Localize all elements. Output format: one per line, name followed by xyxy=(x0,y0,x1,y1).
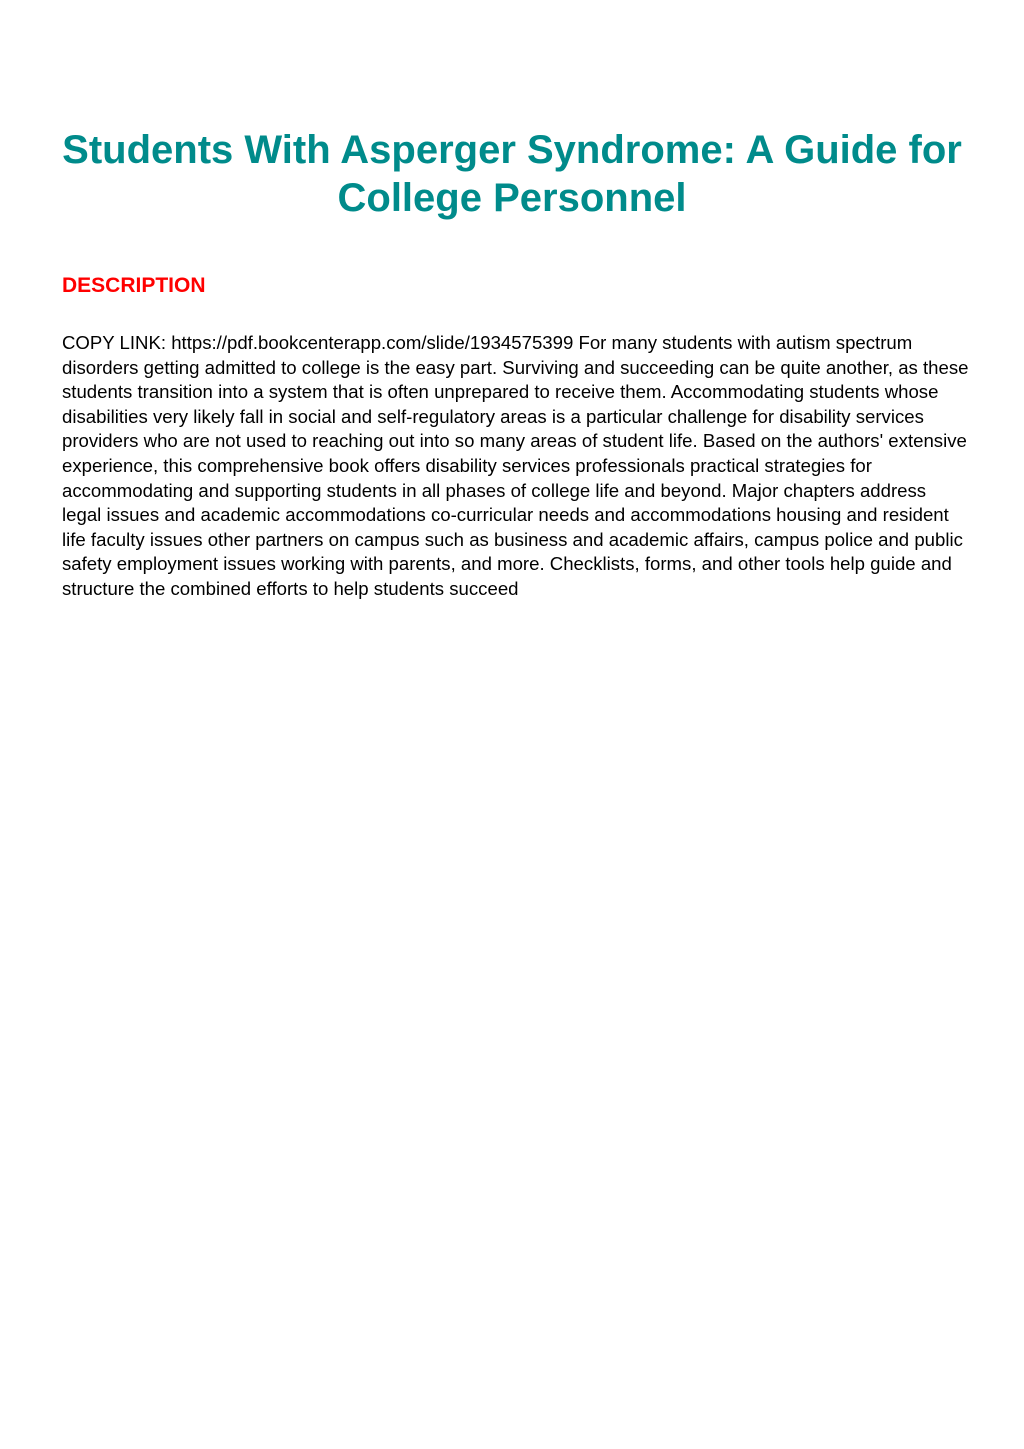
description-heading: DESCRIPTION xyxy=(62,274,206,297)
description-text: COPY LINK: https://pdf.bookcenterapp.com/slide/1934575399 For many students with autism spectrum disorders getting admitted to college is the easy part. Surviving and succeeding can be quite another, as these students transition into a system that is often unprepared to receive them. Accommodating students whose disabilities very likely fall in social and self-regulatory areas is a particular challenge for disability services providers who are not used to reaching out into so many areas of student life. Based on the authors' extensive experience, this comprehensive book offers disability services professionals practical strategies for accommodating and supporting students in all phases of college life and beyond. Major chapters address legal issues and academic accommodations co-curricular needs and accommodations housing and resident life faculty issues other partners on campus such as business and academic affairs, campus police and public safety employment issues working with parents, and more. Checklists, forms, and other tools help guide and structure the combined efforts to help students succeed xyxy=(62,332,969,599)
document-title: Students With Asperger Syndrome: A Guide for College Personnel xyxy=(62,128,962,220)
